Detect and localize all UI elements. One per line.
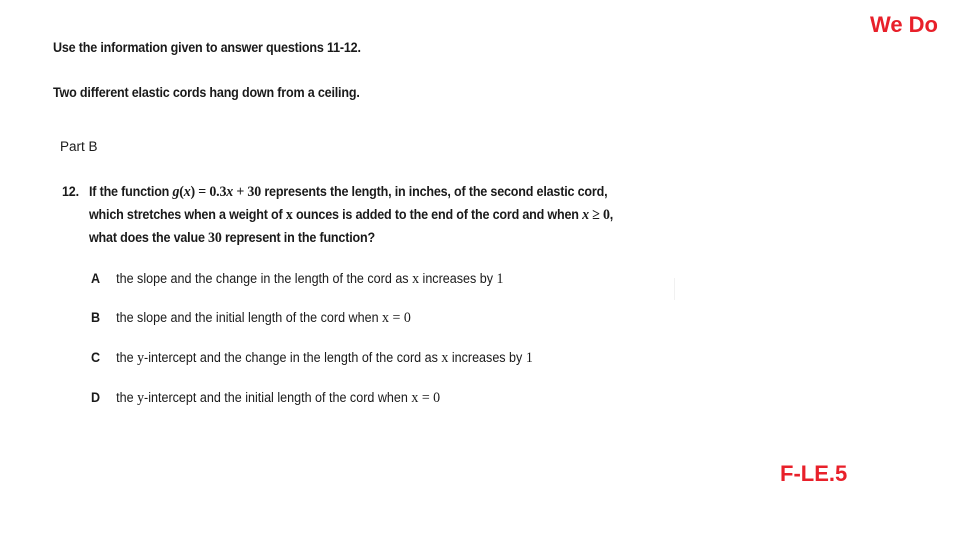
- option-text: the y-intercept and the change in the length of the cord as x increases by 1: [116, 350, 533, 366]
- question-text-segment: what does the value: [88, 230, 209, 245]
- function-name: g: [172, 184, 180, 200]
- question-line-3: [89, 226, 613, 249]
- instructions-context: Two different elastic cords hang down from a ceiling.: [53, 85, 360, 100]
- value-30: 30: [208, 230, 222, 246]
- standard-code: F-LE.5: [780, 461, 848, 486]
- question-text-segment: ,: [609, 207, 614, 222]
- variable-x: x: [582, 207, 589, 223]
- option-text: the slope and the change in the length of the cord as x increases by 1: [116, 271, 504, 287]
- option-letter: A: [91, 271, 101, 286]
- option-letter: C: [91, 350, 101, 365]
- we-do-label: We Do: [869, 12, 938, 37]
- function-arg: x: [183, 184, 191, 200]
- option-letter: D: [91, 390, 101, 405]
- option-letter: B: [91, 310, 101, 325]
- divider: [674, 278, 675, 300]
- question-line-2: [89, 203, 613, 226]
- intercept-term: + 30: [233, 184, 262, 200]
- option-text: the y-intercept and the initial length of the cord when x = 0: [116, 390, 441, 406]
- question-text-segment: If the function: [88, 184, 173, 199]
- instructions-intro: Use the information given to answer questions 11-12.: [53, 40, 361, 55]
- slope-value: 0.3: [209, 184, 227, 200]
- question-text-segment: represent in the function?: [221, 230, 375, 245]
- question-text-segment: represents the length, in inches, of the second elastic cord,: [261, 184, 608, 199]
- variable-x: x: [285, 207, 293, 223]
- question-number: 12.: [62, 184, 79, 199]
- expr-variable: x: [226, 184, 234, 200]
- option-text: the slope and the initial length of the cord when x = 0: [116, 310, 411, 326]
- domain-condition: ≥ 0: [588, 207, 610, 223]
- question-line-1: [89, 180, 613, 203]
- part-label: Part B: [60, 139, 98, 154]
- function-expression: g(x) = 0.3x + 30: [172, 184, 262, 200]
- question-text-segment: ounces is added to the end of the cord and when: [292, 207, 583, 222]
- question-text-segment: which stretches when a weight of: [88, 207, 286, 222]
- question-text: [89, 180, 613, 249]
